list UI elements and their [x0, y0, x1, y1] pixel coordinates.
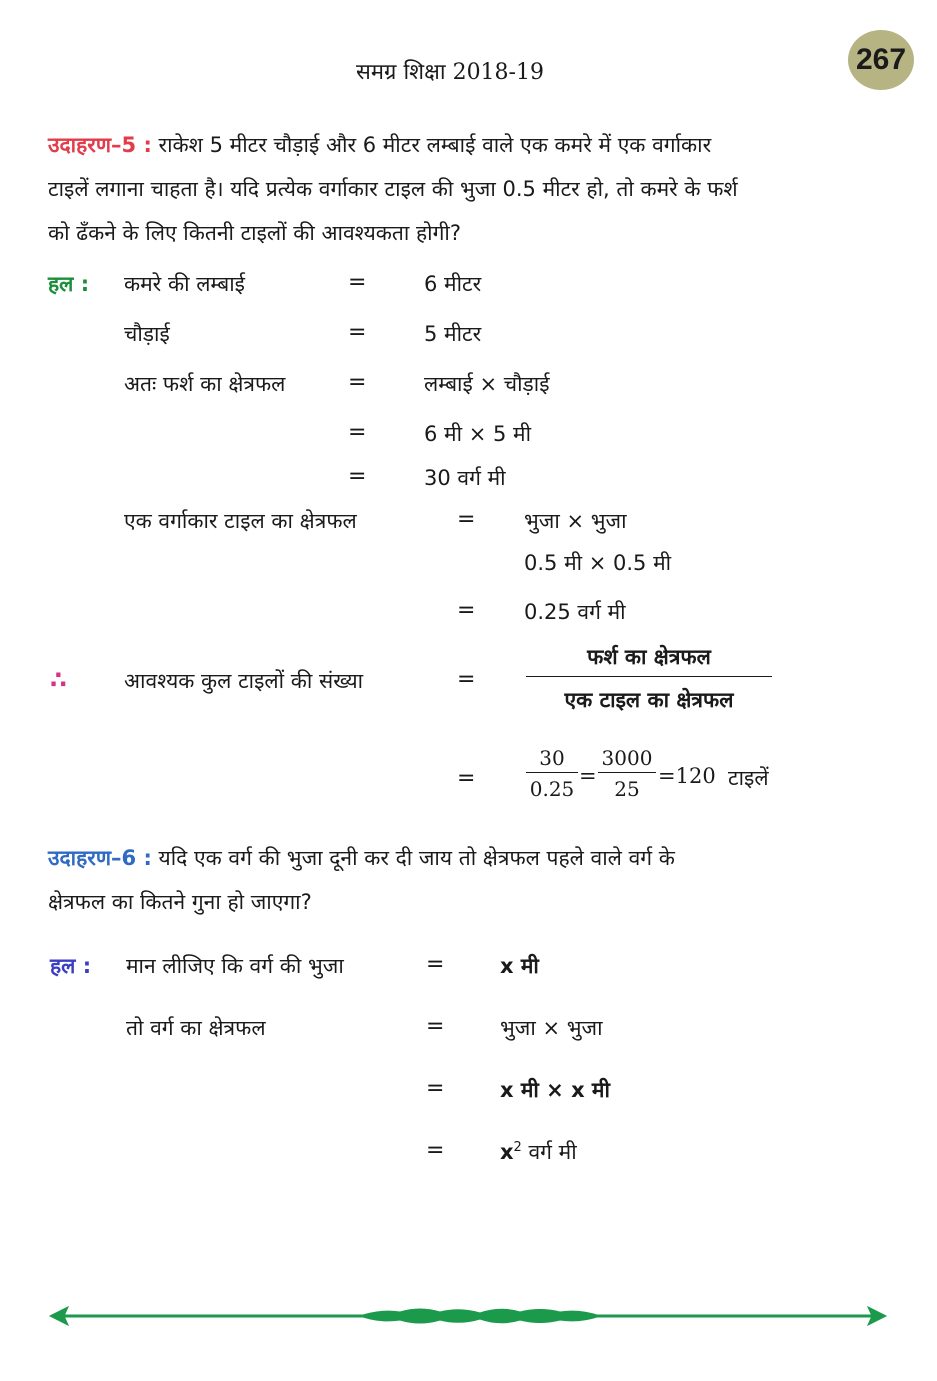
s5-row5-eq: = [348, 464, 367, 489]
example6-label: उदाहरण–6 : [48, 846, 152, 870]
calc-fraction-1 [526, 746, 578, 801]
s5-tile-right3: 0.25 वर्ग मी [524, 600, 626, 624]
calc-den2: 25 [614, 777, 640, 801]
s6-row2-left: तो वर्ग का क्षेत्रफल [126, 1016, 266, 1040]
solution5-label: हल : [48, 272, 90, 296]
s5-row4-eq: = [348, 420, 367, 445]
s6-unit: वर्ग मी [521, 1140, 577, 1164]
calc-num1: 30 [526, 746, 578, 773]
s5-tile-eq3: = [457, 598, 476, 623]
s6-row4-right [500, 1138, 577, 1166]
fraction-bar [526, 676, 772, 677]
s5-tile-left: एक वर्गाकार टाइल का क्षेत्रफल [124, 509, 357, 533]
example6-question [48, 836, 880, 924]
example6-line1: यदि एक वर्ग की भुजा दूनी कर दी जाय तो क्षेत्रफल पहले वाले वर्ग के [158, 846, 675, 870]
decorative-divider-ornament [40, 1296, 900, 1336]
s5-row1-left: कमरे की लम्बाई [124, 272, 245, 296]
s5-row3-eq: = [348, 370, 367, 395]
s5-row3-left: अतः फर्श का क्षेत्रफल [124, 372, 286, 396]
s6-row3-eq: = [426, 1076, 445, 1101]
total-tiles-eq: = [457, 667, 476, 692]
s5-row3-right: लम्बाई × चौड़ाई [424, 372, 550, 396]
example5-line1: राकेश 5 मीटर चौड़ाई और 6 मीटर लम्बाई वाले एक कमरे में एक वर्गाकार [158, 133, 712, 157]
s5-row1-right: 6 मीटर [424, 272, 482, 296]
s6-row1-eq: = [426, 952, 445, 977]
s5-row4-right: 6 मी × 5 मी [424, 422, 532, 446]
s6-row3-right: x मी × x मी [500, 1078, 610, 1102]
example5-label: उदाहरण–5 : [48, 133, 152, 157]
s5-row2-eq: = [348, 320, 367, 345]
calc-eq: = [457, 766, 476, 791]
s5-row2-right: 5 मीटर [424, 322, 482, 346]
solution6-label: हल : [50, 954, 92, 978]
s6-row1-right: x मी [500, 954, 539, 978]
s5-row1-eq: = [348, 270, 367, 295]
s6-row2-right: भुजा × भुजा [500, 1016, 603, 1040]
s6-exponent: 2 [513, 1140, 522, 1155]
example6-line2: क्षेत्रफल का कितने गुना हो जाएगा? [48, 890, 312, 914]
calc-den1: 0.25 [529, 777, 575, 801]
s6-row4-eq: = [426, 1138, 445, 1163]
calc-num2: 3000 [598, 746, 656, 773]
example5-question [48, 123, 880, 255]
page-number-badge: 267 [848, 30, 914, 90]
s6-x: x [500, 1140, 514, 1164]
calc-result: =120 [658, 764, 716, 788]
s5-row5-right: 30 वर्ग मी [424, 466, 506, 490]
fraction-numerator: फर्श का क्षेत्रफल [587, 645, 711, 669]
example5-line2: टाइलें लगाना चाहता है। यदि प्रत्येक वर्गाकार टाइल की भुजा 0.5 मीटर हो, तो कमरे के फर्श [48, 177, 738, 201]
s6-row1-left: मान लीजिए कि वर्ग की भुजा [126, 954, 344, 978]
therefore-symbol: ∴ [50, 666, 67, 694]
s5-tile-right1: भुजा × भुजा [524, 509, 627, 533]
calc-fraction-2 [598, 746, 656, 801]
s5-tile-right2: 0.5 मी × 0.5 मी [524, 551, 672, 575]
s5-row2-left: चौड़ाई [124, 322, 170, 346]
calc-unit: टाइलें [728, 766, 769, 790]
example5-line3: को ढँकने के लिए कितनी टाइलों की आवश्यकता होगी? [48, 221, 461, 245]
calc-eq-mid: = [579, 764, 597, 788]
fraction-denominator: एक टाइल का क्षेत्रफल [564, 688, 734, 712]
s5-tile-eq: = [457, 507, 476, 532]
header-title: समग्र शिक्षा 2018-19 [356, 60, 544, 85]
s6-row2-eq: = [426, 1014, 445, 1039]
total-tiles-label: आवश्यक कुल टाइलों की संख्या [124, 669, 364, 693]
